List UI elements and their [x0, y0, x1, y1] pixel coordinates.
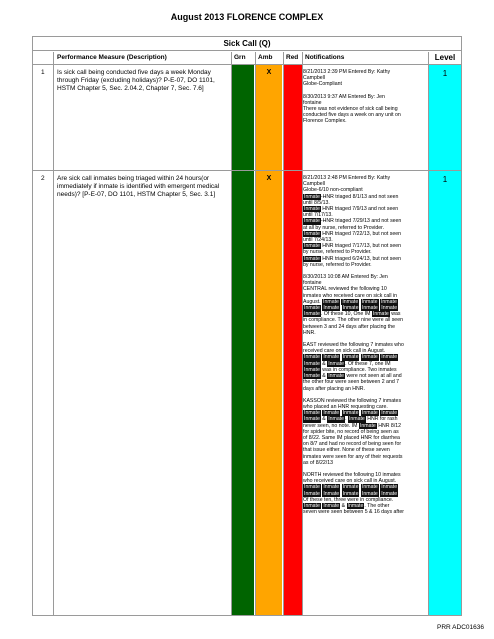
notification-line: the other four were seen between 2 and 7	[303, 379, 400, 386]
notification-line: Inmate HNR triaged 6/24/13, but not seen	[304, 255, 402, 262]
notification-line: by nurse, referred to Provider.	[303, 261, 372, 268]
notification-line: Inmate Inmate & Inmate. The other	[304, 502, 390, 509]
notification-line: that issue either. None of these seven	[303, 447, 390, 454]
redacted-name: Inmate	[304, 305, 320, 312]
measure-table	[32, 36, 462, 616]
redacted-name: Inmate	[359, 422, 376, 429]
redacted-name: Inmate	[323, 298, 339, 305]
column-divider	[231, 52, 232, 615]
redacted-name: Inmate	[342, 490, 359, 497]
redacted-name: Inmate	[380, 298, 397, 305]
notifications-cell	[303, 175, 427, 521]
notification-line: Inmate & Inmate. Of these 7, one IM	[304, 360, 391, 367]
amb-column-header: Amb	[258, 54, 273, 61]
notification-line: as of 8/22/13	[303, 459, 333, 466]
column-divider	[53, 52, 54, 615]
notification-line: Inmate & Inmate were not seen at all and	[304, 373, 402, 380]
redacted-name: Inmate	[361, 354, 378, 361]
notification-line: between 3 and 24 days after placing the	[303, 323, 395, 330]
redacted-name: Inmate	[323, 490, 340, 497]
notification-line: at all by nurse, referred to Provider.	[303, 224, 385, 231]
red-rating-column	[284, 64, 302, 615]
level-column-header: Level	[434, 53, 456, 62]
redacted-name: Inmate	[328, 373, 345, 380]
notification-line: until 7/17/13.	[303, 212, 333, 219]
notification-line: HNR.	[303, 329, 316, 336]
redacted-name: Inmate	[304, 416, 320, 423]
notifications-cell	[303, 69, 427, 131]
redacted-name: Inmate	[342, 484, 359, 491]
notification-line: inmates were seen for any of their requests	[303, 453, 403, 460]
redacted-name: Inmate	[361, 298, 378, 305]
notification-line: for spider bite, no record of being seen as	[303, 428, 399, 435]
redacted-name: Inmate	[342, 354, 359, 361]
notification-entry	[303, 274, 427, 336]
redacted-name: Inmate	[304, 354, 320, 361]
level-value: 1	[442, 69, 448, 78]
notification-line: Florence Complex.	[303, 118, 347, 125]
notification-line: Inmate was in compliance. Two inmates	[304, 366, 397, 373]
redacted-name: Inmate	[328, 360, 345, 367]
notification-line: Inmate & Inmate. Inmate HNR for rash	[304, 416, 398, 423]
redacted-name: Inmate	[304, 366, 320, 373]
redacted-name: Inmate	[342, 298, 359, 305]
level-column	[429, 64, 461, 615]
notification-line: EAST reviewed the following 7 inmates who	[303, 342, 404, 349]
redacted-name: Inmate	[342, 305, 359, 312]
redacted-name: Inmate	[323, 305, 340, 312]
notification-line: until 8/5/13.	[303, 199, 330, 206]
notification-line: who received care on sick call in August.	[303, 478, 397, 485]
redacted-name: Inmate	[328, 416, 345, 423]
redacted-name: Inmate	[381, 490, 398, 497]
notification-line: Inmate HNR triaged 7/9/13 and not seen	[304, 206, 399, 213]
redacted-name: Inmate	[361, 410, 378, 417]
notification-entry	[303, 342, 427, 392]
grn-column-header: Grn	[234, 54, 246, 61]
column-divider	[255, 52, 256, 615]
redacted-name: Inmate	[304, 193, 320, 200]
notification-line: Inmate-HNR triaged 7/29/13 and not seen	[304, 218, 402, 225]
notification-line: KASSON reviewed the following 7 inmates	[303, 397, 402, 404]
notification-line: 8/21/2013 2:39 PM Entered By: Kathy	[303, 69, 391, 75]
notification-line: 8/30/2013 9:37 AM Entered By: Jen	[303, 93, 385, 100]
redacted-name: Inmate	[348, 416, 365, 423]
notification-line: fontaine	[303, 280, 322, 287]
header-divider	[33, 64, 461, 65]
redacted-name: Inmate	[347, 502, 364, 509]
section-title: Sick Call (Q)	[33, 37, 461, 51]
redacted-name: Inmate	[323, 502, 340, 509]
notification-line: seven were seen between 5 & 16 days after	[303, 509, 404, 516]
redacted-name: Inmate	[361, 484, 378, 491]
red-column-header: Red	[286, 54, 299, 61]
rating-mark: X	[266, 69, 272, 76]
notification-entry	[303, 398, 427, 466]
redacted-name: Inmate	[304, 502, 320, 509]
redacted-name: Inmate	[372, 311, 389, 318]
notification-line: who placed an HNR requesting care.	[303, 403, 388, 410]
notification-entry	[303, 94, 427, 125]
notification-line: Campbell	[303, 181, 325, 188]
redacted-name: Inmate	[323, 484, 340, 491]
row-number: 2	[41, 175, 45, 182]
document-title: August 2013 FLORENCE COMPLEX	[170, 12, 324, 22]
redacted-name: Inmate	[304, 230, 320, 237]
redacted-name: Inmate	[323, 354, 340, 361]
notification-entry	[303, 69, 427, 88]
notification-line: in compliance. The other nine were all seen	[303, 317, 403, 324]
redacted-name: Inmate	[304, 490, 320, 497]
notification-line: inmates who received care on sick call in	[303, 292, 397, 299]
notification-line: There was not evidence of sick call being	[303, 106, 398, 113]
notification-line: until 7/24/13.	[303, 237, 333, 244]
notification-line: Campbell	[303, 75, 325, 82]
notification-line: 8/21/2013 2:48 PM Entered By: Kathy	[303, 175, 391, 181]
notification-line: on 8/7 and had no record of being seen for	[303, 441, 402, 448]
amber-rating-column	[256, 64, 282, 615]
notification-line: received care on sick call in August.	[303, 348, 386, 355]
measure-column-header: Performance Measure (Description)	[57, 54, 167, 61]
redacted-name: Inmate	[361, 305, 378, 312]
redacted-name: Inmate	[381, 305, 398, 312]
level-value: 1	[442, 175, 448, 184]
column-divider	[428, 52, 429, 615]
notification-line: August. Inmate Inmate Inmate Inmate	[303, 298, 397, 305]
redacted-name: Inmate	[381, 354, 398, 361]
row-divider	[33, 170, 461, 171]
notification-line: never seen, no note. IM Inmate HNR 8/12	[303, 422, 402, 429]
redacted-name: Inmate	[304, 218, 320, 225]
redacted-name: Inmate	[304, 255, 320, 262]
redacted-name: Inmate	[304, 206, 320, 213]
notification-line: days after placing an HNR.	[303, 385, 365, 392]
notification-line: by nurse, referred to Provider.	[303, 249, 372, 256]
redacted-name: Inmate	[304, 410, 320, 417]
redacted-name: Inmate	[361, 490, 378, 497]
redacted-name: Inmate	[304, 311, 320, 318]
notification-entry	[303, 472, 427, 515]
redacted-name: Inmate	[304, 360, 320, 367]
notification-entry	[303, 175, 427, 268]
redacted-name: Inmate	[381, 484, 398, 491]
rating-mark: X	[266, 175, 272, 182]
footer-code: PRR ADC01636	[437, 624, 484, 631]
notification-line: Inmate HNR triaged 7/17/13, but not seen	[304, 243, 402, 250]
notification-line: CENTRAL reviewed the following 10	[303, 286, 387, 293]
redacted-name: Inmate	[381, 410, 398, 417]
redacted-name: Inmate	[304, 243, 320, 250]
notification-line: Globe-6/10 non-compliant	[303, 187, 363, 194]
green-rating-column	[232, 64, 254, 615]
notification-line: Of these ten, three were in compliance.	[303, 496, 394, 503]
column-divider	[283, 52, 284, 615]
redacted-name: Inmate	[342, 410, 359, 417]
performance-measure: Is sick call being conducted five days a week Monday through Friday (excluding holidays)? P-E-07, DO 1101, HSTM Chapter 5, Sec. 2.04.2, Chapter 7, Sec. 7.6]	[57, 69, 215, 93]
redacted-name: Inmate	[304, 484, 320, 491]
notification-line: Inmate HNR triaged 7/22/13, but not seen	[304, 230, 402, 237]
notification-line: NORTH reviewed the following 10 inmates	[303, 471, 401, 478]
notifications-column-header: Notifications	[305, 54, 345, 61]
redacted-name: Inmate	[304, 373, 320, 380]
performance-measure: Are sick call inmates being triaged within 24 hours(or immediately if inmate is identified with emergent medical needs)? [P-E-07, DO 1101, HSTM Chapter 5, Sec. 3.1]	[57, 175, 220, 199]
notification-line: Inmate. Of these 10, One IM Inmate was	[304, 311, 401, 318]
notification-line: Inmate-HNR triaged 8/1/13 and not seen	[304, 193, 399, 200]
notification-line: conducted five days a week on any unit on	[303, 112, 401, 119]
redacted-name: Inmate	[323, 410, 340, 417]
notification-line: of 8/22. Same IM placed HNR for diarrhea	[303, 434, 400, 441]
notification-line: Globe-Compliant	[303, 81, 342, 88]
notification-line: 8/30/2013 10:08 AM Entered By: Jen	[303, 274, 388, 281]
row-number: 1	[41, 69, 45, 76]
notification-line: fontaine	[303, 99, 322, 106]
